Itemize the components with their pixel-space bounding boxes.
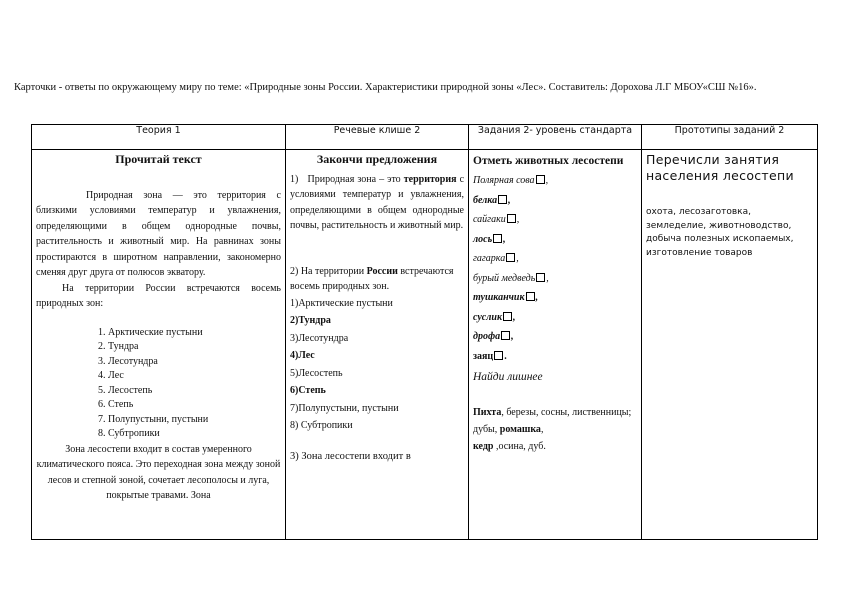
list-item: суслик ,: [473, 311, 516, 323]
sentence-text: встречаются восемь природных зон.: [290, 265, 454, 292]
sentence-text: с условиями температур и увлажнения, определяющими в общем однородные почвы, растительность и животный мир.: [290, 173, 465, 231]
animal-label: лось: [473, 233, 493, 245]
checkbox[interactable]: [506, 253, 515, 262]
list-item: 5. Лесостепь: [108, 384, 281, 399]
list-item: 6. Степь: [108, 398, 281, 413]
activities-answer: охота, лесозаготовка, земледелие, животноводство, добыча полезных ископаемых, изготовление товаров: [646, 207, 794, 258]
animal-label: гагарка: [473, 253, 506, 264]
list-activities-heading: Перечисли занятия населения лесостепи: [646, 152, 794, 183]
forest-steppe-paragraph: Зона лесостепи входит в состав умеренного климатического пояса. Это переходная зона между зоной лесов и степной зоной, сочетает лесополосы и луга, покрытые травами. Зона: [36, 443, 281, 501]
answer-word: территория: [403, 173, 457, 185]
list-item: 8) Субтропики: [290, 420, 353, 431]
zones-answer-list: [290, 295, 464, 435]
list-item: дрофа ,: [473, 331, 514, 342]
list-item: 4)Лес: [290, 350, 315, 361]
definition-paragraph: Природная зона — это территория с близкими условиями температур и увлажнения, определяющими в общем однородные почвы, растительность и животный мир. На равнинах зоны простираются в широтном направлении, закономерно сменяя друг друга от полюсов экватору.: [36, 189, 281, 278]
checkbox[interactable]: [503, 312, 512, 321]
list-item: гагарка ,: [473, 253, 519, 264]
read-text-heading: Прочитай текст: [115, 152, 202, 166]
list-item: 4. Лес: [108, 369, 281, 384]
animal-label: тушканчик: [473, 292, 525, 303]
finish-sentences-heading: Закончи предложения: [316, 152, 438, 166]
tasks-cell: [469, 150, 642, 540]
document-header: Карточки - ответы по окружающему миру по теме: «Природные зоны России. Характеристики природной зоны «Лес». Составитель: Дорохова Л.Г МБОУ«СШ №16».: [14, 82, 757, 93]
sentence-text: 2) На территории: [290, 265, 365, 277]
sentence-2: [290, 264, 464, 295]
find-extra-heading: Найди лишнее: [473, 371, 543, 383]
list-item: Полярная сова ,: [473, 175, 549, 186]
list-item: 3. Лесотундра: [108, 355, 281, 370]
list-item: заяц .: [473, 350, 507, 362]
phrases-cell: [286, 150, 469, 540]
list-item: 1)Арктические пустыни: [290, 297, 393, 309]
list-item: 2. Тундра: [108, 340, 281, 355]
checkbox[interactable]: [494, 351, 503, 360]
answer-table: [31, 124, 818, 540]
table-header-row: [32, 125, 818, 150]
sentence-3: 3) Зона лесостепи входит в: [290, 450, 411, 462]
sentence-text: Природная зона – это: [307, 173, 401, 185]
plants-list: [473, 404, 637, 455]
list-item: бурый медведь ,: [473, 272, 549, 284]
checkbox[interactable]: [536, 273, 545, 282]
zones-list: [36, 326, 281, 442]
list-item: 8. Субтропики: [108, 427, 281, 442]
checkbox[interactable]: [501, 331, 510, 340]
plants-text: ,осина, дуб.: [495, 440, 546, 452]
animal-label: суслик: [473, 311, 503, 323]
list-item: 3)Лесотундра: [290, 332, 349, 344]
column-header-tasks: Задания 2- уровень стандарта: [469, 125, 642, 150]
theory-cell: [32, 150, 286, 540]
checkbox[interactable]: [536, 175, 545, 184]
plants-text: , березы, сосны, лиственницы; дубы,: [473, 406, 632, 435]
animal-label: бурый медведь: [473, 272, 536, 284]
list-item: 6)Степь: [290, 385, 326, 396]
animal-label: Полярная сова: [473, 175, 535, 186]
column-header-theory: Теория 1: [32, 125, 286, 150]
list-item: 2)Тундра: [290, 315, 331, 326]
prototypes-cell: [642, 150, 818, 540]
list-item: тушканчик ,: [473, 292, 539, 303]
animal-label: сайгаки: [473, 214, 506, 225]
column-header-phrases: Речевые клише 2: [286, 125, 469, 150]
list-item: сайгаки ,: [473, 214, 520, 225]
answer-word: России: [366, 265, 398, 277]
list-item: 5)Лесостепь: [290, 367, 343, 379]
sentence-number: 1): [290, 173, 299, 185]
animals-list: [473, 171, 637, 366]
list-item: белка ,: [473, 194, 511, 206]
odd-word: кедр: [473, 440, 494, 452]
animal-label: заяц: [473, 350, 494, 362]
checkbox[interactable]: [493, 234, 502, 243]
zones-intro: На территории России встречаются восемь природных зон:: [36, 282, 281, 309]
list-item: 1. Арктические пустыни: [108, 326, 281, 341]
animal-label: дрофа: [473, 331, 501, 342]
column-header-prototypes: Прототипы заданий 2: [642, 125, 818, 150]
plants-text: ,: [540, 423, 544, 435]
list-item: 7. Полупустыни, пустыни: [108, 413, 281, 428]
checkbox[interactable]: [498, 195, 507, 204]
list-item: 7)Полупустыни, пустыни: [290, 402, 399, 414]
mark-animals-heading: Отметь животных лесостепи: [473, 155, 624, 167]
table-body-row: [32, 150, 818, 540]
checkbox[interactable]: [526, 292, 535, 301]
animal-label: белка: [473, 194, 498, 206]
odd-word: ромашка: [499, 423, 541, 435]
list-item: лось ,: [473, 233, 506, 245]
sentence-1: [290, 172, 464, 234]
checkbox[interactable]: [507, 214, 516, 223]
odd-word: Пихта: [473, 406, 502, 418]
